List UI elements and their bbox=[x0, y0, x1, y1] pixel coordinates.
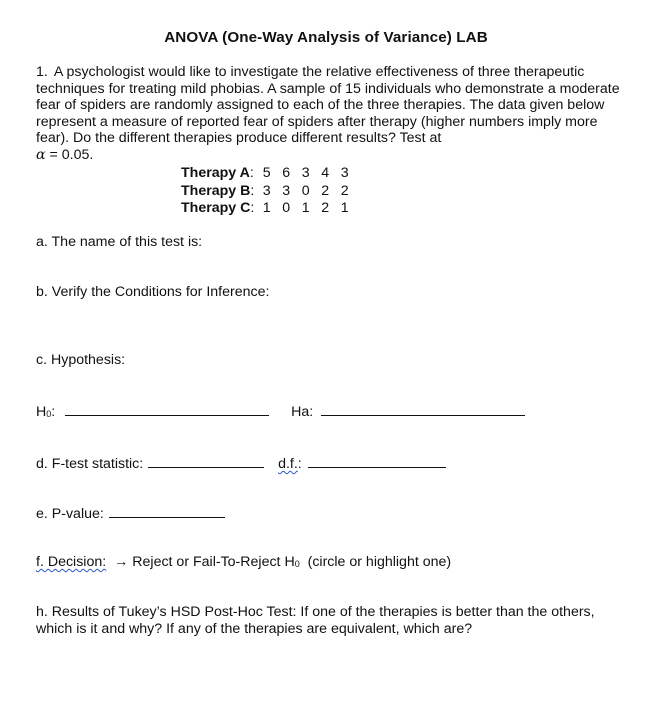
alpha-value: = 0.05. bbox=[45, 147, 94, 163]
hypothesis-row bbox=[36, 402, 525, 420]
problem-number: 1. bbox=[36, 64, 48, 80]
therapy-value: 3 bbox=[340, 165, 349, 181]
question-c: c. Hypothesis: bbox=[36, 352, 126, 368]
therapy-row bbox=[181, 183, 355, 201]
h0-label: H0: bbox=[36, 404, 56, 420]
problem-statement bbox=[36, 64, 620, 147]
therapy-row bbox=[181, 200, 355, 218]
therapy-value: 2 bbox=[340, 182, 349, 199]
therapy-value: 3 bbox=[301, 165, 310, 181]
therapy-value: 1 bbox=[340, 200, 349, 217]
question-f-row bbox=[36, 554, 451, 570]
decision-instruction: (circle or highlight one) bbox=[299, 554, 452, 570]
question-d: d. F-test statistic: bbox=[36, 456, 144, 472]
f-statistic-blank[interactable] bbox=[148, 454, 264, 468]
question-d-row bbox=[36, 454, 446, 472]
arrow-right-icon: → bbox=[114, 554, 129, 570]
problem-text: A psychologist would like to investigate the relative effectiveness of three therapeutic techniques for treating mild phobias. A sample of 15 individuals who demonstrate a moderate fear of spiders are randomly assigned to each of the three therapies. The data given below represent a measure of reported fear of spiders after therapy (higher numbers imply more fear). Do the different therapies produce different results? Test at bbox=[36, 64, 620, 147]
therapy-row bbox=[181, 165, 355, 183]
question-h: h. Results of Tukey’s HSD Post-Hoc Test: If one of the therapies is better than the others, which is it and why? If any of the therapies are equivalent, which are? bbox=[36, 604, 595, 637]
therapy-value: 1 bbox=[301, 200, 310, 217]
question-a: a. The name of this test is: bbox=[36, 234, 203, 250]
therapy-data-table bbox=[181, 165, 355, 218]
df-blank[interactable] bbox=[308, 454, 446, 468]
therapy-name: Therapy A: bbox=[181, 165, 254, 181]
therapy-value: 3 bbox=[262, 182, 271, 199]
ha-label: Ha: bbox=[291, 404, 314, 420]
therapy-value: 5 bbox=[262, 165, 271, 181]
therapy-name: Therapy C: bbox=[181, 200, 255, 217]
therapy-value: 3 bbox=[282, 182, 291, 199]
therapy-value: 2 bbox=[321, 182, 330, 199]
therapy-value: 0 bbox=[282, 200, 291, 217]
question-b: b. Verify the Conditions for Inference: bbox=[36, 284, 270, 300]
df-label: d.f.: bbox=[278, 456, 302, 472]
alpha-symbol: α bbox=[36, 147, 46, 163]
ha-blank[interactable] bbox=[321, 402, 525, 416]
page-title: ANOVA (One-Way Analysis of Variance) LAB bbox=[164, 29, 488, 46]
therapy-value: 4 bbox=[321, 165, 330, 181]
alpha-line bbox=[36, 147, 93, 163]
question-e: e. P-value: bbox=[36, 506, 104, 522]
question-f-label: f. Decision: bbox=[36, 554, 107, 570]
therapy-value: 1 bbox=[262, 200, 271, 217]
p-value-blank[interactable] bbox=[109, 504, 225, 518]
therapy-value: 6 bbox=[282, 165, 291, 181]
therapy-name: Therapy B: bbox=[181, 182, 255, 199]
therapy-value: 2 bbox=[321, 200, 330, 217]
therapy-value: 0 bbox=[301, 182, 310, 199]
decision-options[interactable]: Reject or Fail-To-Reject H0 bbox=[132, 554, 300, 570]
h0-blank[interactable] bbox=[65, 402, 269, 416]
question-e-row bbox=[36, 504, 225, 522]
